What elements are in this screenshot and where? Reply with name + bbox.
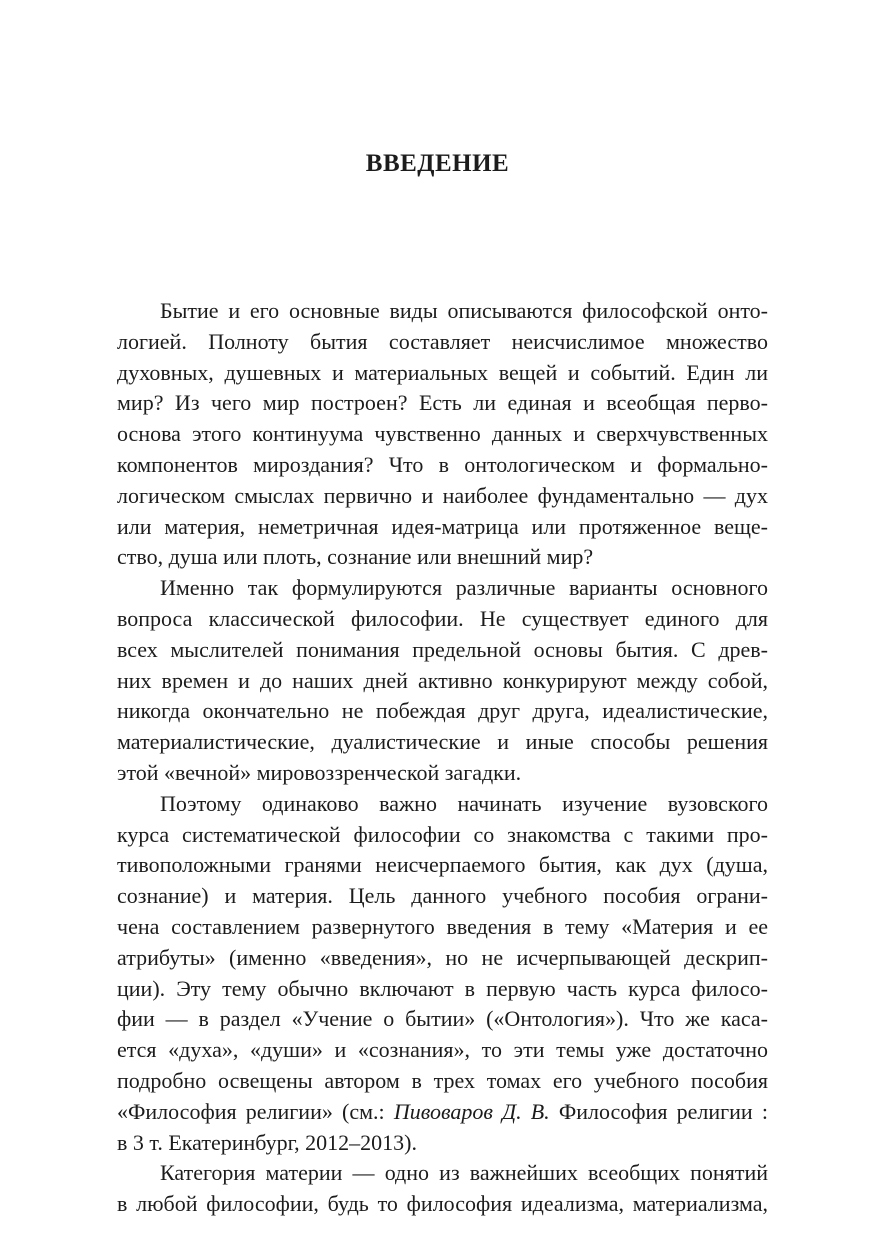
text-line: подробно освещены автором в трех томах его учебного пособия [117, 1067, 768, 1093]
text-line: тивоположными гранями неисчерпаемого бытия, как дух (душа, [117, 852, 768, 878]
text-line: чена составлением развернутого введения в тему «Материя и ее [117, 913, 768, 939]
text-line: ство, душа или плоть, сознание или внешний мир? [117, 544, 594, 570]
text-line: них времен и до наших дней активно конкурируют между собой, [117, 667, 768, 693]
text-line: вопроса классической философии. Не существует единого для [117, 605, 768, 631]
text-line: этой «вечной» мировоззренческой загадки. [117, 759, 522, 785]
text-line: фии — в раздел «Учение о бытии» («Онтология»). Что же каса- [117, 1006, 768, 1032]
citation-line [117, 1097, 768, 1128]
paragraph-3 [117, 789, 768, 1159]
text-line: Категория материи — одно из важнейших всеобщих понятий [160, 1160, 768, 1186]
text-line: всех мыслителей понимания предельной основы бытия. С древ- [117, 636, 768, 662]
citation-title: Философия религии : [549, 1098, 768, 1124]
paragraph-2 [117, 573, 768, 789]
text-line: духовных, душевных и материальных вещей и событий. Един ли [117, 359, 768, 385]
text-line: Бытие и его основные виды описываются философской онто- [160, 298, 768, 323]
text-line: в любой философии, будь то философия идеализма, материализма, [117, 1191, 768, 1217]
text-line: ется «духа», «души» и «сознания», то эти темы уже достаточно [117, 1037, 768, 1063]
text-line: курса систематической философии со знакомства с такими про- [117, 821, 768, 847]
paragraph-4 [117, 1158, 768, 1220]
chapter-heading: ВВЕДЕНИЕ [365, 150, 510, 177]
text-line: логическом смыслах первично и наиболее фундаментально — дух [117, 482, 768, 508]
text-line: в 3 т. Екатеринбург, 2012–2013). [117, 1129, 417, 1155]
text-line: основа этого континуума чувственно данных и сверхчувственных [117, 421, 768, 447]
text-line: атрибуты» (именно «введения», но не исчерпывающей дескрип- [117, 944, 768, 970]
text-line: или материя, неметричная идея-матрица или протяженное веще- [117, 513, 768, 539]
text-line: сознание) и материя. Цель данного учебного пособия ограни- [117, 883, 768, 909]
text-line: логией. Полноту бытия составляет неисчислимое множество [117, 328, 768, 354]
citation-author: Пивоваров Д. В. [393, 1098, 550, 1124]
text-line: материалистические, дуалистические и иные способы решения [117, 729, 768, 755]
text-line: Именно так формулируются различные варианты основного [160, 575, 768, 601]
paragraph-1 [117, 296, 768, 573]
citation-prefix: «Философия религии» (см.: [117, 1098, 394, 1124]
text-line: компонентов мироздания? Что в онтологическом и формально- [117, 451, 768, 477]
text-line: никогда окончательно не побеждая друг друга, идеалистические, [117, 698, 768, 724]
text-line: Поэтому одинаково важно начинать изучение вузовского [160, 790, 768, 816]
body-text [117, 296, 768, 1220]
text-line: ции). Эту тему обычно включают в первую часть курса филосо- [117, 975, 768, 1001]
text-line: мир? Из чего мир построен? Есть ли единая и всеобщая перво- [117, 390, 768, 416]
